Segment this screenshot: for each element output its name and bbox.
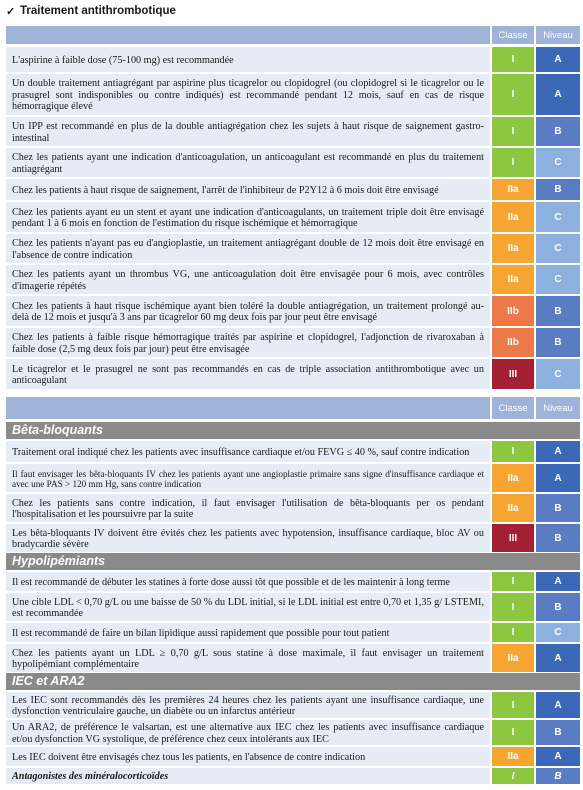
page-title-text: Traitement antithrombotique (20, 5, 176, 17)
classe-badge: IIa (492, 264, 534, 294)
table-row (6, 116, 580, 146)
classe-badge: IIa (492, 233, 534, 263)
table-row (6, 295, 580, 326)
classe-badge: I (492, 719, 534, 745)
niveau-badge: A (536, 440, 580, 462)
section-title: Bêta-bloquants (12, 423, 103, 437)
niveau-badge: B (536, 493, 580, 522)
header-blank (6, 396, 490, 419)
classe-badge: I (492, 767, 534, 784)
table-header (6, 25, 580, 44)
table-row (6, 233, 580, 263)
niveau-badge: A (536, 571, 580, 591)
table-row (6, 147, 580, 177)
table-row (6, 264, 580, 294)
niveau-badge: C (536, 147, 580, 177)
table-row (6, 523, 580, 552)
page-title (6, 3, 176, 19)
table-row (6, 463, 580, 492)
row-text: Un IPP est recommandé en plus de la double antiagrégation chez les sujets à haut risque de saignement gastro-intestinal (12, 121, 484, 144)
classe-badge: IIa (492, 463, 534, 492)
niveau-badge: A (536, 643, 580, 672)
table-row (6, 178, 580, 200)
classe-badge: I (492, 116, 534, 146)
niveau-badge: B (536, 523, 580, 552)
row-text: Il est recommandé de faire un bilan lipidique aussi rapidement que possible pour tout patient (12, 627, 390, 639)
row-text: Un double traitement antiagrégant par aspirine plus ticagrelor ou clopidogrel (ou clopidogrel si le ticagrelor ou le prasugrel sont indisponibles ou contre indiqués) est recommandé pendant 12 mois, sauf en cas de risque hémorragique élevé (12, 78, 484, 113)
row-text: Chez les patients ayant une indication d'anticoagulation, un anticoagulant est recommandé en plus du traitement antiagrégant (12, 152, 484, 175)
row-text: Il est recommandé de débuter les statines à forte dose aussi tôt que possible et de les maintenir à long terme (12, 576, 450, 588)
classe-badge: I (492, 46, 534, 72)
table-row (6, 592, 580, 621)
niveau-badge: C (536, 264, 580, 294)
classe-badge: IIb (492, 327, 534, 357)
section-title: Hypolipémiants (12, 554, 106, 568)
table-row (6, 440, 580, 462)
row-text: Les IEC doivent être envisagés chez tous les patients, en l'absence de contre indication (12, 751, 366, 763)
row-text: Antagonistes des minéralocorticoïdes (12, 771, 169, 783)
table-row (6, 201, 580, 232)
row-text: Les IEC sont recommandés dès les premières 24 heures chez les patients ayant une insuffisance cardiaque, une dysfonction ventriculaire gauche, un diabète ou un infarctus antérieur (12, 694, 484, 717)
niveau-badge: B (536, 719, 580, 745)
check-icon: ✓ (6, 5, 16, 18)
row-text: Chez les patients ayant un thrombus VG, une anticoagulation doit être envisagée pour 6 mois, avec contrôles d'imagerie répétés (12, 269, 484, 292)
classe-badge: IIa (492, 643, 534, 672)
classe-badge: IIa (492, 178, 534, 200)
classe-badge: I (492, 440, 534, 462)
niveau-badge: C (536, 622, 580, 642)
header-classe: Classe (492, 396, 534, 419)
niveau-badge: B (536, 592, 580, 621)
row-text: Chez les patients à haut risque ischémique ayant bien toléré la double antiagrégation, un traitement prolongé au-delà de 12 mois et jusqu'à 3 ans par ticagrelor 60 mg deux fois par jour peut être envisagé (12, 300, 484, 323)
row-text: Le ticagrelor et le prasugrel ne sont pas recommandés en cas de triple association antithrombotique avec un anticoagulant (12, 363, 484, 386)
niveau-badge: B (536, 116, 580, 146)
header-blank (6, 25, 490, 44)
header-classe: Classe (492, 25, 534, 44)
niveau-badge: B (536, 295, 580, 326)
table-header (6, 396, 580, 419)
classe-badge: III (492, 523, 534, 552)
table-row (6, 358, 580, 389)
table-row (6, 493, 580, 522)
table-row (6, 46, 580, 72)
section-header-iec (6, 673, 580, 690)
header-niveau: Niveau (536, 25, 580, 44)
niveau-badge: B (536, 767, 580, 784)
niveau-badge: C (536, 201, 580, 232)
row-text: Chez les patients ayant un LDL ≥ 0,70 g/L sous statine à dose maximale, il faut envisager un traitement hypolipémiant complémentaire (12, 647, 484, 670)
row-text: Un ARA2, de préférence le valsartan, est une alternative aux IEC chez les patients avec insuffisance cardiaque et/ou dysfonction VG systolique, de préférence chez ceux intolérants aux IEC (12, 722, 484, 745)
classe-badge: I (492, 592, 534, 621)
classe-badge: I (492, 73, 534, 115)
classe-badge: I (492, 147, 534, 177)
classe-badge: IIa (492, 201, 534, 232)
classe-badge: III (492, 358, 534, 389)
table-row (6, 767, 580, 784)
niveau-badge: A (536, 73, 580, 115)
niveau-badge: C (536, 358, 580, 389)
section-header-hypolipemiants (6, 553, 580, 570)
niveau-badge: B (536, 178, 580, 200)
row-text: L'aspirine à faible dose (75-100 mg) est recommandée (12, 54, 234, 66)
niveau-badge: A (536, 46, 580, 72)
niveau-badge: A (536, 746, 580, 766)
section-title: IEC et ARA2 (12, 674, 85, 688)
table-row (6, 643, 580, 672)
row-text: Traitement oral indiqué chez les patients avec insuffisance cardiaque et/ou FEVG ≤ 40 %, sauf contre indication (12, 446, 470, 458)
classe-badge: I (492, 571, 534, 591)
classe-badge: IIb (492, 295, 534, 326)
row-text: Une cible LDL < 0,70 g/L ou une baisse de 50 % du LDL initial, si le LDL initial est entre 0,70 et 1,35 g/ LSTEMI, est recommandée (12, 596, 484, 619)
table-row (6, 746, 580, 766)
niveau-badge: B (536, 327, 580, 357)
row-text: Il faut envisager les bêta-bloquants IV chez les patients ayant une angioplastie primaire sans signe d'insuffisance cardiaque et avec une PAS > 120 mm Hg, sans contre indication (12, 468, 484, 489)
classe-badge: IIa (492, 493, 534, 522)
classe-badge: IIa (492, 746, 534, 766)
classe-badge: I (492, 622, 534, 642)
table-row (6, 73, 580, 115)
table-row (6, 719, 580, 745)
row-text: Les bêta-bloquants IV doivent être évités chez les patients avec hypotension, insuffisance cardiaque, bloc AV ou bradycardie sévère (12, 527, 484, 550)
table-row (6, 327, 580, 357)
section-header-betabloquants (6, 422, 580, 439)
row-text: Chez les patients ayant eu un stent et ayant une indication d'anticoagulants, un traitement triple doit être envisagé pendant 1 à 6 mois en fonction de l'estimation du risque ischémique et hémorragique (12, 206, 484, 229)
table-row (6, 622, 580, 642)
niveau-badge: A (536, 691, 580, 718)
table-row (6, 571, 580, 591)
row-text: Chez les patients à haut risque de saignement, l'arrêt de l'inhibiteur de P2Y12 à 6 mois doit être envisagé (12, 184, 439, 196)
row-text: Chez les patients sans contre indication, il faut envisager l'utilisation de bêta-bloquants per os pendant l'hospitalisation et les poursuivre par la suite (12, 497, 484, 520)
row-text: Chez les patients à faible risque hémorragique traités par aspirine et clopidogrel, l'adjonction de rivaroxaban à faible dose (2,5 mg deux fois par jour) peut être envisagée (12, 332, 484, 355)
table-row (6, 691, 580, 718)
classe-badge: I (492, 691, 534, 718)
niveau-badge: C (536, 233, 580, 263)
niveau-badge: A (536, 463, 580, 492)
header-niveau: Niveau (536, 396, 580, 419)
row-text: Chez les patients n'ayant pas eu d'angioplastie, un traitement antiagrégant double de 12 mois doit être envisagé en l'absence de contre indication (12, 238, 484, 261)
